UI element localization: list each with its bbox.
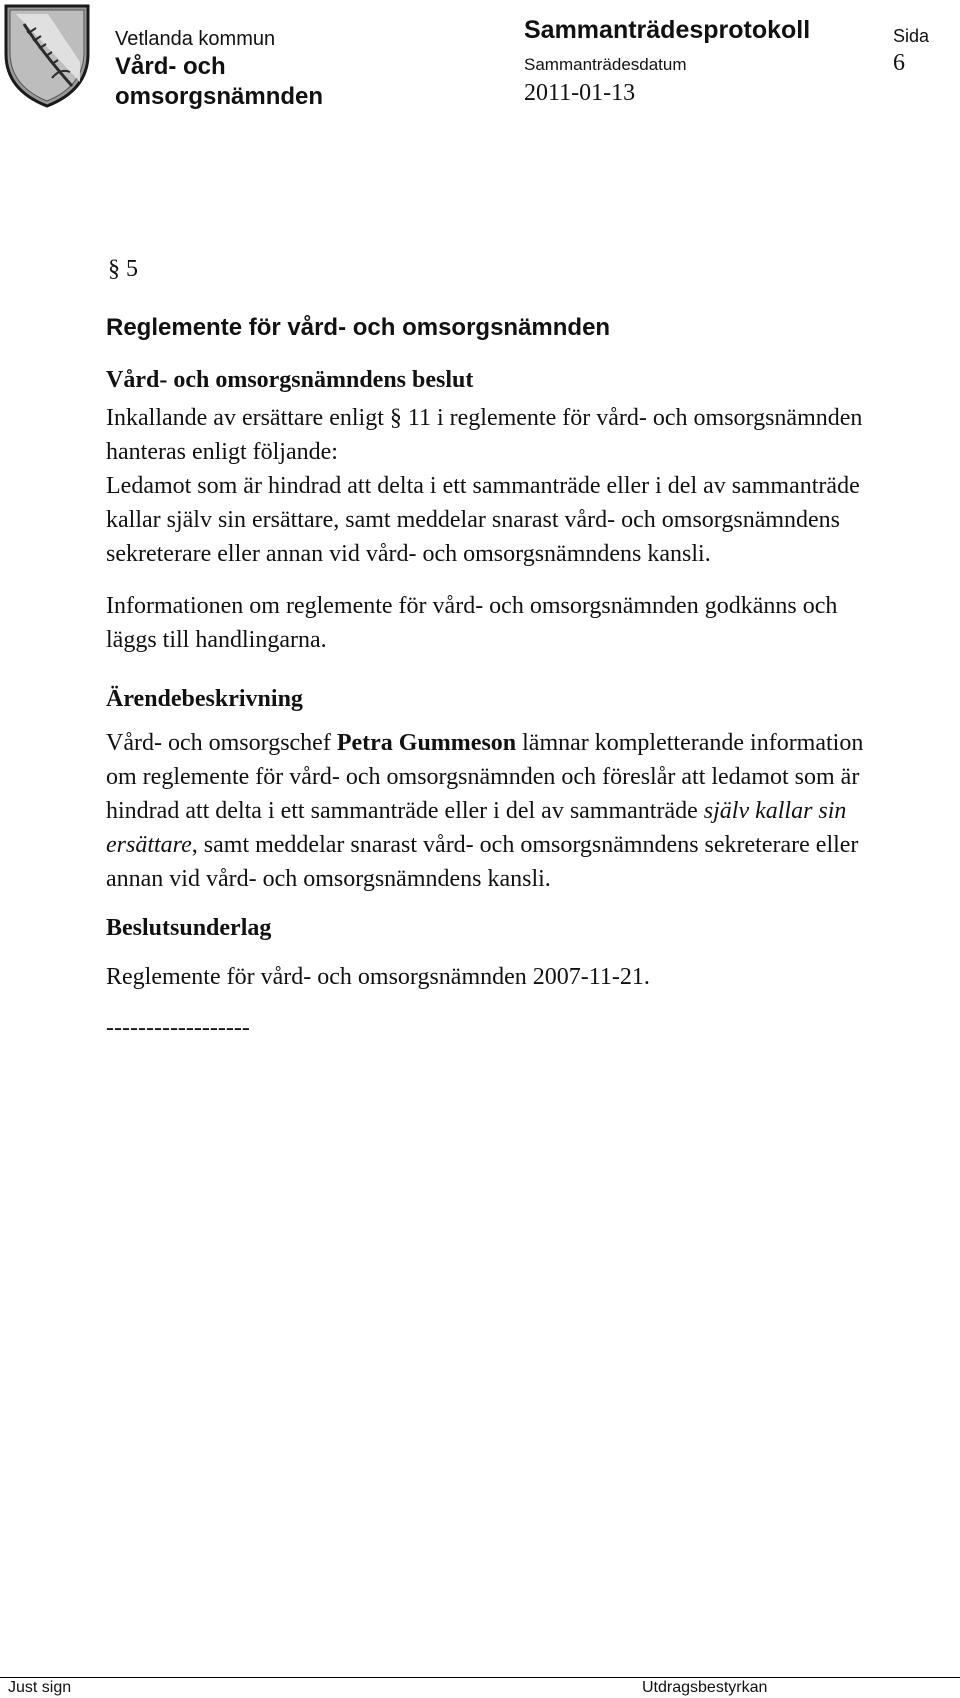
decision-line: Inkallande av ersättare enligt § 11 i reglemente för vård- och omsorgsnämnden — [106, 405, 863, 431]
decision-heading: Vård- och omsorgsnämndens beslut — [106, 367, 474, 393]
decision-text — [106, 401, 946, 571]
footer-rule — [0, 1677, 960, 1678]
emphasis-text: ersättare — [106, 832, 192, 858]
decision-line: kallar själv sin ersättare, samt meddelar snarast vård- och omsorgsnämndens — [106, 507, 841, 533]
decision-line: Ledamot som är hindrad att delta i ett sammanträde eller i del av sammanträde — [106, 473, 860, 499]
coat-of-arms-icon — [2, 2, 92, 110]
emphasis-text: själv kallar sin — [703, 798, 847, 824]
document-type: Sammanträdesprotokoll — [524, 16, 811, 44]
description-text-run: lämnar kompletterande information — [516, 730, 864, 756]
basis-text: Reglemente för vård- och omsorgsnämnden 2007-11-21. — [106, 964, 650, 990]
section-title: Reglemente för vård- och omsorgsnämnden — [106, 314, 611, 341]
info-line: Informationen om reglemente för vård- och omsorgsnämnden godkänns och — [106, 593, 838, 619]
committee-name-line2: omsorgsnämnden — [115, 83, 324, 110]
date-label: Sammanträdesdatum — [524, 55, 687, 74]
committee-name-line1: Vård- och — [115, 53, 226, 80]
person-name: Petra Gummeson — [336, 730, 517, 756]
description-text-run: Vård- och omsorgschef — [106, 730, 337, 756]
description-line — [106, 794, 956, 828]
description-heading: Ärendebeskrivning — [106, 686, 303, 712]
footer-sign-label: Just sign — [8, 1679, 72, 1696]
info-line: läggs till handlingarna. — [106, 627, 327, 653]
description-text-run: hindrad att delta i ett sammanträde eller i del av sammanträde — [106, 798, 704, 824]
page-label: Sida — [893, 26, 930, 46]
description-line: om reglemente för vård- och omsorgsnämnden och föreslår att ledamot som är — [106, 764, 860, 790]
description-line: annan vid vård- och omsorgsnämndens kansli. — [106, 866, 551, 892]
decision-line: sekreterare eller annan vid vård- och omsorgsnämndens kansli. — [106, 541, 711, 567]
description-line — [106, 726, 956, 760]
info-text — [106, 589, 946, 657]
description-text — [106, 726, 956, 896]
basis-heading: Beslutsunderlag — [106, 915, 272, 941]
municipal-logo — [2, 2, 92, 110]
page-number: 6 — [893, 50, 905, 76]
description-line — [106, 828, 956, 862]
separator-line: ------------------ — [106, 1015, 250, 1041]
section-number: § 5 — [108, 256, 138, 282]
description-text-run: , samt meddelar snarast vård- och omsorgsnämndens sekreterare eller — [191, 832, 859, 858]
org-name: Vetlanda kommun — [115, 28, 276, 50]
decision-line: hanteras enligt följande: — [106, 439, 338, 465]
meeting-date: 2011-01-13 — [524, 80, 636, 106]
footer-certification-label: Utdragsbestyrkan — [642, 1679, 768, 1696]
